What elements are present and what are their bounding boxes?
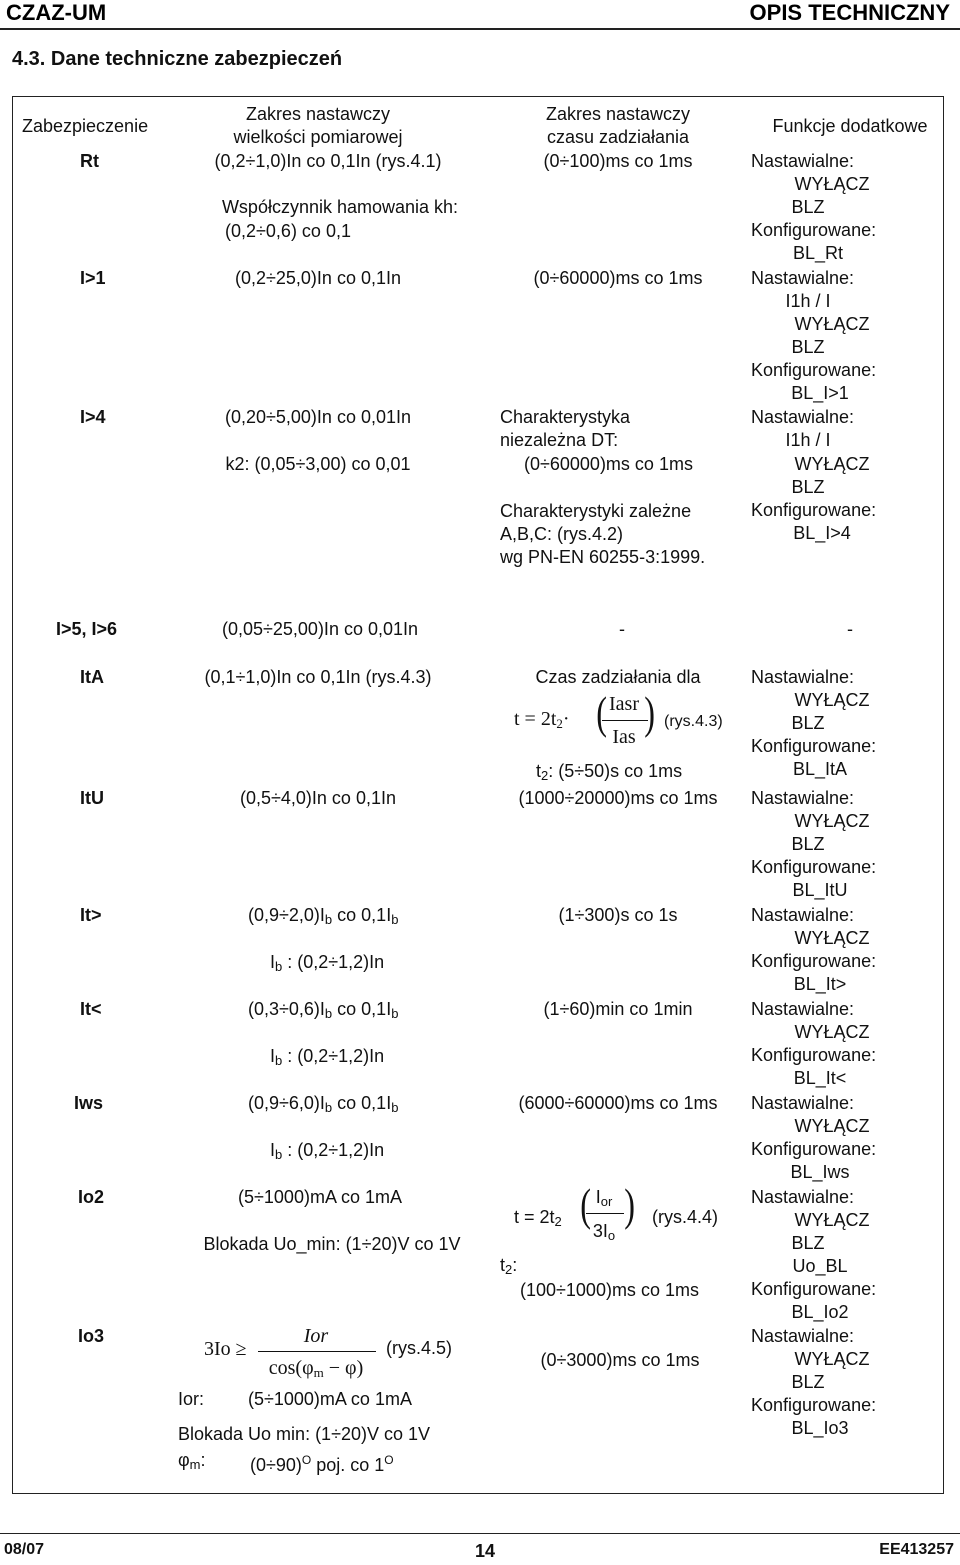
functions-configured-label: Konfigurowane:	[751, 1045, 877, 1065]
time-range: (0÷100)ms co 1ms	[543, 151, 693, 171]
formula-denominator: $\cos(\varphi_m - \varphi)$	[268, 1357, 364, 1380]
quantity-range: (0,2÷1,0)In co 0,1In (rys.4.1)	[214, 151, 442, 171]
figure-reference: (rys.4.3)	[664, 713, 723, 730]
time-range: (0÷60000)ms co 1ms	[533, 268, 703, 288]
formula-fraction-line	[602, 720, 648, 721]
function-item: BL_Io3	[791, 1418, 849, 1438]
figure-reference: (rys.4.5)	[386, 1338, 453, 1358]
functions-settable-label: Nastawialne:	[751, 1326, 855, 1346]
function-item: BL_ItU	[792, 880, 848, 900]
base-current-range: $I_b$ : (0,2÷1,2)In	[270, 952, 385, 974]
time-range: (0÷60000)ms co 1ms	[524, 454, 693, 474]
function-item: WYŁĄCZ	[794, 1349, 870, 1369]
formula-denominator: $3I_o$	[592, 1221, 616, 1243]
col-header-quantity-line1: Zakres nastawczy	[245, 104, 391, 124]
time-range: -	[619, 619, 625, 639]
functions-configured-label: Konfigurowane:	[751, 857, 877, 877]
formula-numerator: $I_{or}$	[595, 1187, 613, 1209]
function-item: WYŁĄCZ	[794, 174, 870, 194]
function-item: BLZ	[791, 1372, 825, 1392]
functions-settable-label: Nastawialne:	[751, 268, 855, 288]
function-item: BL_Rt	[792, 243, 844, 263]
quantity-range: (0,1÷1,0)In co 0,1In (rys.4.3)	[204, 667, 432, 687]
function-item: BLZ	[791, 477, 825, 497]
page-number: 14	[474, 1541, 496, 1561]
quantity-range: $(0,3\div 0,6)I_b$ co $0,1I_b$	[248, 999, 399, 1021]
functions-configured-label: Konfigurowane:	[751, 1139, 877, 1159]
col-header-time-line1: Zakres nastawczy	[545, 104, 691, 124]
ior-range: (5÷1000)mA co 1mA	[248, 1389, 412, 1409]
functions-configured-label: Konfigurowane:	[751, 500, 877, 520]
function-item: BLZ	[791, 197, 825, 217]
figure-reference: (rys.4.4)	[652, 1207, 719, 1227]
col-header-quantity-line2: wielkości pomiarowej	[233, 127, 403, 147]
function-item: Uo_BL	[792, 1256, 848, 1276]
function-item: BL_I>1	[791, 383, 849, 403]
function-item: BL_It<	[793, 1068, 847, 1088]
function-item: WYŁĄCZ	[794, 1022, 870, 1042]
ior-label: Ior:	[178, 1389, 205, 1409]
document-code: EE413257	[879, 1541, 954, 1558]
function-item: BLZ	[791, 713, 825, 733]
function-item: WYŁĄCZ	[794, 928, 870, 948]
function-item: BLZ	[791, 834, 825, 854]
functions-configured-label: Konfigurowane:	[751, 220, 877, 240]
row-name: Io2	[78, 1187, 105, 1207]
quantity-range: (0,5÷4,0)In co 0,1In	[240, 788, 396, 808]
row-name: Rt	[80, 151, 99, 171]
function-item: WYŁĄCZ	[794, 454, 870, 474]
formula-lhs: $t = 2t_2\cdot$	[514, 708, 570, 731]
function-item: BLZ	[791, 337, 825, 357]
document-header-left: CZAZ-UM	[6, 0, 107, 25]
phi-m-label: $\varphi_m$:	[178, 1450, 206, 1472]
formula-left-paren: (	[596, 687, 608, 738]
row-name: I>4	[80, 407, 106, 427]
functions-settable-label: Nastawialne:	[751, 1187, 855, 1207]
row-name: ItU	[80, 788, 104, 808]
footer-date: 08/07	[4, 1541, 45, 1558]
t2-label: $t_2$:	[500, 1255, 518, 1277]
formula-left-paren: (	[580, 1179, 592, 1230]
row-name: I>5, I>6	[56, 619, 118, 639]
k2-range: k2: (0,05÷3,00) co 0,01	[225, 454, 411, 474]
function-item: WYŁĄCZ	[794, 811, 870, 831]
time-range: (1000÷20000)ms co 1ms	[518, 788, 718, 808]
functions: -	[847, 619, 853, 639]
row-name: Io3	[78, 1326, 105, 1346]
time-range: (1÷60)min co 1min	[543, 999, 693, 1019]
col-header-protection: Zabezpieczenie	[22, 116, 149, 136]
quantity-range: (0,05÷25,00)In co 0,01In	[221, 619, 419, 639]
footer-rule	[0, 1533, 960, 1534]
formula-lhs: $t = 2t_2$	[514, 1207, 562, 1229]
phi-m-range: $(0\div 90)^O$ poj. co $1^O$	[250, 1453, 394, 1475]
row-name: Iws	[74, 1093, 104, 1113]
uo-min-blocking: Blokada Uo_min: (1÷20)V co 1V	[203, 1234, 461, 1254]
functions-configured-label: Konfigurowane:	[751, 1395, 877, 1415]
function-item: BL_ItA	[792, 759, 848, 779]
functions-configured-label: Konfigurowane:	[751, 951, 877, 971]
col-header-functions: Funkcje dodatkowe	[772, 116, 928, 136]
function-item: BL_I>4	[793, 523, 851, 543]
functions-settable-label: Nastawialne:	[751, 151, 855, 171]
formula-fraction-line	[586, 1213, 624, 1214]
dependent-characteristics-label: Charakterystyki zależne	[500, 501, 692, 521]
time-range: (0÷3000)ms co 1ms	[540, 1350, 700, 1370]
function-item: I1h / I	[785, 430, 831, 450]
quantity-range: $(0,9\div 6,0)I_b$ co $0,1I_b$	[248, 1093, 399, 1115]
functions-configured-label: Konfigurowane:	[751, 736, 877, 756]
base-current-range: $I_b$ : (0,2÷1,2)In	[270, 1046, 385, 1068]
formula-fraction-line	[258, 1351, 376, 1352]
uo-min-blocking: Blokada Uo min: (1÷20)V co 1V	[178, 1424, 430, 1444]
header-rule	[0, 28, 960, 30]
functions-settable-label: Nastawialne:	[751, 407, 855, 427]
row-name: ItA	[80, 667, 104, 687]
row-name: It>	[80, 905, 102, 925]
formula-denominator: Ias	[612, 726, 636, 748]
formula-numerator: Ior	[303, 1325, 329, 1347]
formula-right-paren: )	[624, 1179, 636, 1230]
section-title: 4.3. Dane techniczne zabezpieczeń	[12, 48, 343, 70]
time-range: (6000÷60000)ms co 1ms	[518, 1093, 718, 1113]
braking-coefficient-label: Współczynnik hamowania kh:	[221, 197, 459, 217]
function-item: BL_Iws	[790, 1162, 850, 1182]
function-item: I1h / I	[785, 291, 831, 311]
braking-coefficient-range: (0,2÷0,6) co 0,1	[225, 221, 351, 241]
functions-settable-label: Nastawialne:	[751, 788, 855, 808]
standard-reference: wg PN-EN 60255-3:1999.	[500, 547, 706, 567]
t2-range: $t_2$: (5÷50)s co 1ms	[536, 761, 683, 783]
row-name: It<	[80, 999, 102, 1019]
formula-lhs: 3Io ≥	[204, 1338, 247, 1360]
document-header-right: OPIS TECHNICZNY	[749, 0, 950, 25]
dependent-characteristics-types: A,B,C: (rys.4.2)	[500, 524, 624, 544]
function-item: WYŁĄCZ	[794, 690, 870, 710]
function-item: BLZ	[791, 1233, 825, 1253]
functions-settable-label: Nastawialne:	[751, 999, 855, 1019]
time-formula-title: Czas zadziałania dla	[535, 667, 701, 687]
base-current-range: $I_b$ : (0,2÷1,2)In	[270, 1140, 385, 1162]
function-item: WYŁĄCZ	[794, 314, 870, 334]
formula-right-paren: )	[644, 687, 656, 738]
function-item: WYŁĄCZ	[794, 1116, 870, 1136]
quantity-range: $(0,9\div 2,0)I_b$ co $0,1I_b$	[248, 905, 399, 927]
formula-numerator: Iasr	[609, 693, 639, 715]
functions-configured-label: Konfigurowane:	[751, 1279, 877, 1299]
functions-configured-label: Konfigurowane:	[751, 360, 877, 380]
function-item: WYŁĄCZ	[794, 1210, 870, 1230]
functions-settable-label: Nastawialne:	[751, 905, 855, 925]
function-item: BL_Io2	[791, 1302, 849, 1322]
time-range: (1÷300)s co 1s	[558, 905, 678, 925]
function-item: BL_It>	[793, 974, 847, 994]
col-header-time-line2: czasu zadziałania	[546, 127, 690, 147]
quantity-range: (0,2÷25,0)In co 0,1In	[235, 268, 401, 288]
functions-settable-label: Nastawialne:	[751, 1093, 855, 1113]
functions-settable-label: Nastawialne:	[751, 667, 855, 687]
characteristic-label: Charakterystyka	[500, 407, 631, 427]
quantity-range: (5÷1000)mA co 1mA	[238, 1187, 402, 1207]
characteristic-type: niezależna DT:	[500, 430, 619, 450]
quantity-range: (0,20÷5,00)In co 0,01In	[224, 407, 412, 427]
row-name: I>1	[80, 268, 106, 288]
t2-range: (100÷1000)ms co 1ms	[520, 1280, 699, 1300]
